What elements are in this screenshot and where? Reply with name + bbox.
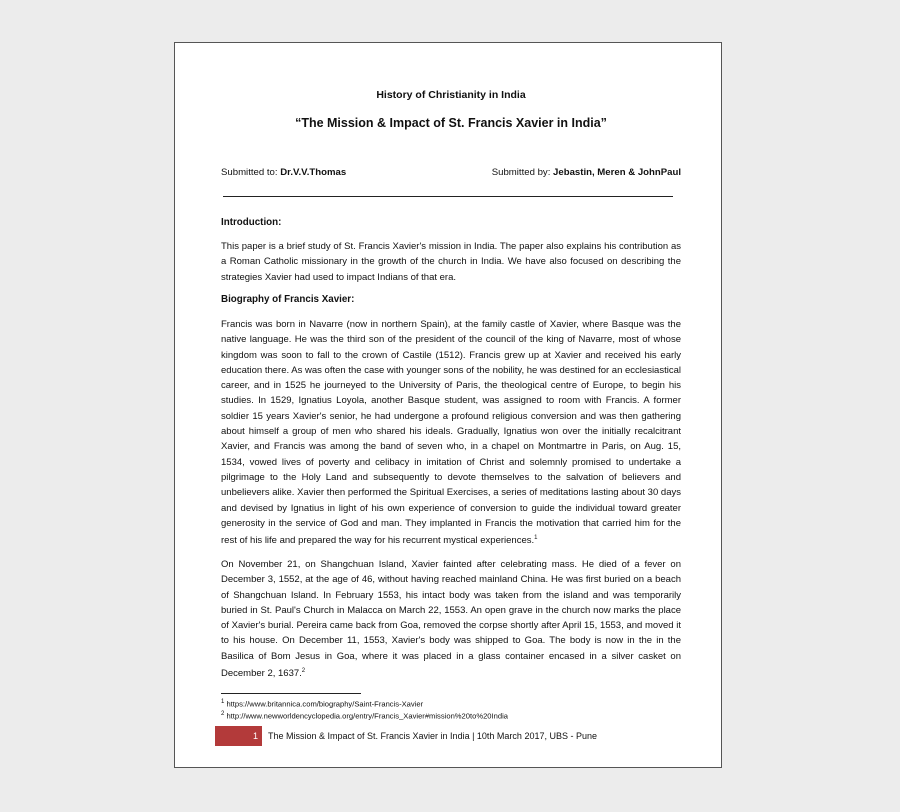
intro-paragraph: This paper is a brief study of St. Francis Xavier's mission in India. The paper also explains his contribution as a Roman Catholic missionary in the growth of the church in India. We have also focused on describing the strategies Xavier had used to impact Indians of that era. [221, 241, 681, 283]
page-footer [215, 726, 675, 746]
bio-heading: Biography of Francis Xavier: [221, 294, 355, 305]
footnote-divider [221, 693, 361, 694]
footnote-number: 2 [221, 711, 225, 717]
footnote-2[interactable] [221, 711, 508, 721]
bio-paragraph-2 [221, 557, 681, 682]
footer-text: The Mission & Impact of St. Francis Xavier in India | 10th March 2017, UBS - Pune [268, 731, 597, 741]
submitted-to [221, 167, 346, 178]
bio-paragraph-1 [221, 317, 681, 549]
header-divider [223, 196, 673, 197]
document-page [174, 42, 722, 768]
document-title: History of Christianity in India [376, 89, 526, 101]
intro-heading: Introduction: [221, 217, 282, 228]
submitted-by [492, 167, 681, 178]
submitted-to-name: Dr.V.V.Thomas [280, 167, 347, 178]
footnote-number: 1 [221, 699, 225, 705]
page-number-box: 1 [215, 726, 262, 746]
submitted-to-label: Submitted to: [221, 167, 281, 178]
document-subtitle: “The Mission & Impact of St. Francis Xavier in India” [295, 116, 607, 130]
submitted-by-label: Submitted by: [491, 167, 554, 178]
footnote-ref-1[interactable]: 1 [534, 535, 538, 542]
footnote-ref-2[interactable]: 2 [301, 668, 306, 675]
bio-paragraph-1-text: Francis was born in Navarre (now in northern Spain), at the family castle of Xavier, where Basque was the native language. He was the third son of the president of the council of the king of Navarre, most of whose kingdom was soon to fall to the crown of Castile (1512). Francis grew up at Xavier and received his early education there. As was often the case with younger sons of the nobility, he was destined for an ecclesiastical career, and in 1525 he journeyed to the University of Paris, the theological centre of Europe, to begin his studies. In 1529, Ignatius Loyola, another Basque student, was assigned to room with Francis. A former soldier 15 years Xavier's senior, he had undergone a profound religious conversion and was then gathering about himself a group of men who shared his ideals. Gradually, Ignatius won over the initially recalcitrant Xavier, and Francis was among the band of seven who, in a chapel on Montmartre in Paris, on Aug. 15, 1534, vowed lives of poverty and celibacy in imitation of Christ and solemnly promised to undertake a pilgrimage to the Holy Land and subsequently to devote themselves to the salvation of believers and unbelievers alike. Xavier then performed the Spiritual Exercises, a series of meditations lasting about 30 days and devised by Ignatius in light of his own experience of conversion to guide the individual toward greater generosity in the service of God and man. They implanted in Francis the motivation that carried him for the rest of his life and prepared the way for his recurrent mystical experiences. [221, 319, 681, 547]
footnote-link[interactable]: http://www.newworldencyclopedia.org/entry/Francis_Xavier#mission%20to%20India [224, 711, 508, 721]
bio-paragraph-2-text: On November 21, on Shangchuan Island, Xavier fainted after celebrating mass. He died of a fever on December 3, 1552, at the age of 46, without having reached mainland China. He was first buried on a beach of Shangchuan Island. In February 1553, his intact body was taken from the island and was temporarily buried in St. Paul's Church in Malacca on March 22, 1553. An open grave in the church now marks the place of Xavier's burial. Pereira came back from Goa, removed the corpse shortly after April 15, 1553, and moved it to his house. On December 11, 1553, Xavier's body was shipped to Goa. The body is now in the in the Basilica of Bom Jesus in Goa, where it was placed in a glass container encased in a silver casket on December 2, 1637. [221, 559, 681, 680]
submitted-by-names: Jebastin, Meren & JohnPaul [553, 167, 681, 178]
footnote-link[interactable]: https://www.britannica.com/biography/Saint-Francis-Xavier [224, 699, 424, 709]
footnote-1[interactable] [221, 699, 423, 709]
